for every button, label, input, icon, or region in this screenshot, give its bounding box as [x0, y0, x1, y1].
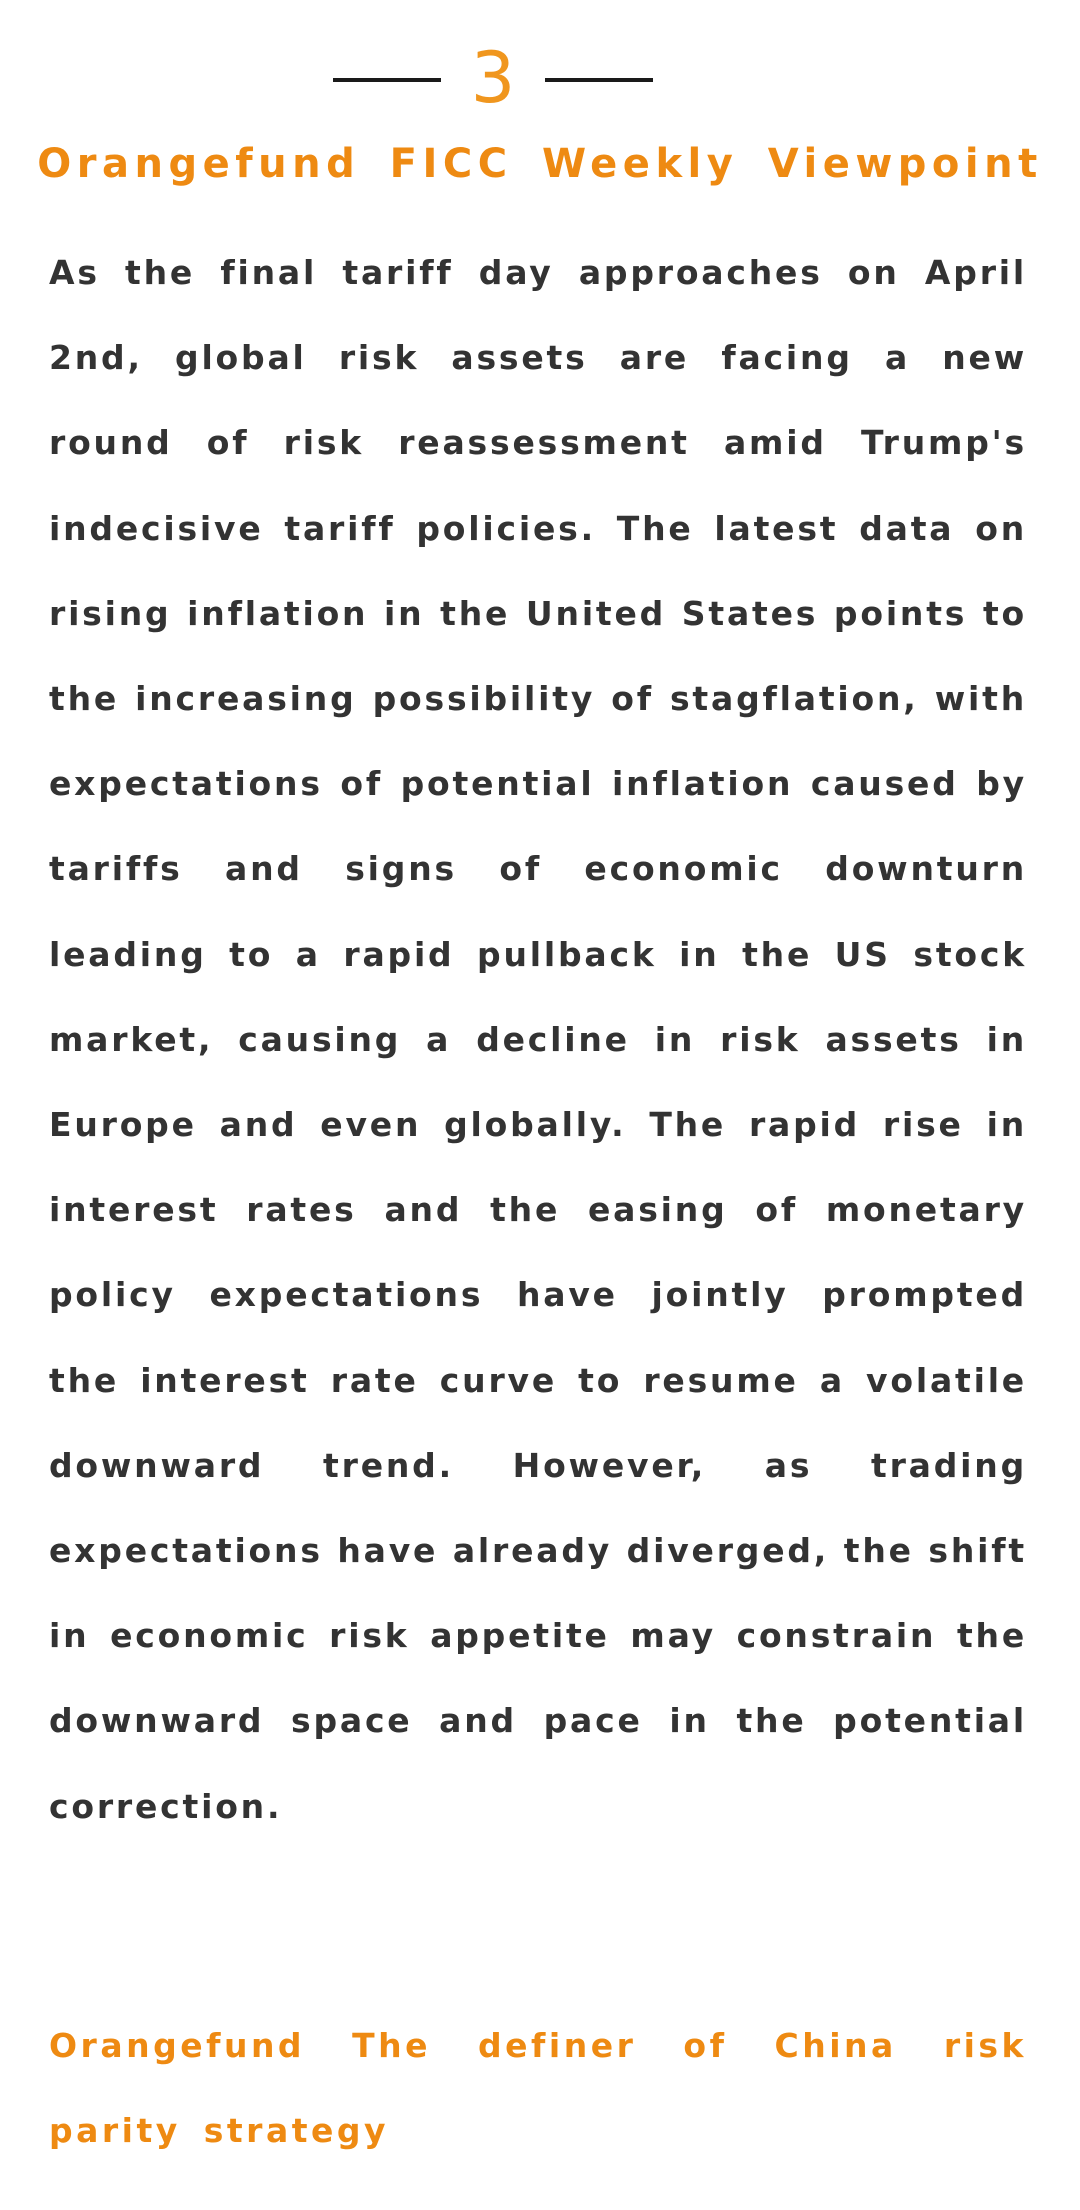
- section-header: [0, 30, 1080, 130]
- left-divider-line: [333, 78, 441, 82]
- right-divider-line: [545, 78, 653, 82]
- body-paragraph: As the final tariff day approaches on April 2nd, global risk assets are facing a new round of risk reassessment amid Trump's indecisive tariff policies. The latest data on rising inflation in the United States points to the increasing possibility of stagflation, with expectations of potential inflation caused by tariffs and signs of economic downturn leading to a rapid pullback in the US stock market, causing a decline in risk assets in Europe and even globally. The rapid rise in interest rates and the easing of monetary policy expectations have jointly prompted the interest rate curve to resume a volatile downward trend. However, as trading expectations have already diverged, the shift in economic risk appetite may constrain the downward space and pace in the potential correction.: [49, 253, 1027, 1826]
- footer-tagline: Orangefund The definer of China risk parity strategy: [49, 2026, 1027, 2150]
- section-number: 3: [470, 37, 516, 119]
- section-title: Orangefund FICC Weekly Viewpoint: [37, 141, 1043, 187]
